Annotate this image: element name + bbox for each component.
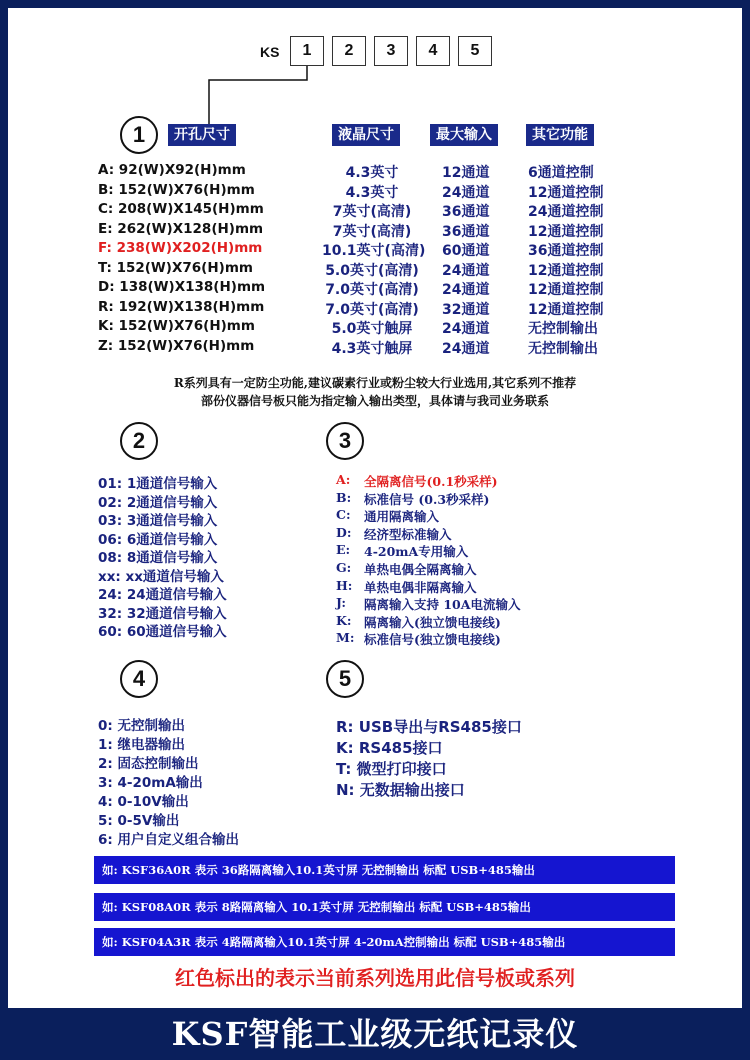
example-2: 如: KSF08A0R 表示 8路隔离输入 10.1英寸屏 无控制输出 标配 USB+485输出 [94,893,675,921]
max-input-cell: 32通道 [442,301,490,318]
signal-type-key: E: [336,542,351,558]
section-1-number: 1 [120,116,158,154]
max-input-cell: 12通道 [442,165,490,181]
section-3-number: 3 [326,422,364,460]
max-input-cell: 36通道 [442,223,490,240]
cutout-size-cell: K: 152(W)X76(H)mm [98,318,255,334]
input-channel-item: 03: 3通道信号输入 [98,513,218,529]
cutout-size-cell: C: 208(W)X145(H)mm [98,201,264,217]
max-input-cell: 24通道 [442,184,490,201]
lcd-size-cell: 4.3英寸 [345,165,399,181]
lcd-size-cell: 7英寸(高清) [332,223,412,240]
input-channel-item: 01: 1通道信号输入 [98,476,218,492]
max-input-cell: 24通道 [442,340,490,357]
note-line-1: R系列具有一定防尘功能,建议碳素行业或粉尘较大行业选用,其它系列不推荐 [173,376,577,390]
control-output-item: 4: 0-10V输出 [98,794,189,810]
data-interface-item: N: 无数据输出接口 [336,781,465,799]
max-input-cell: 24通道 [442,262,490,279]
max-input-cell: 60通道 [442,243,490,259]
header-max-input: 最大输入 [430,124,498,146]
cutout-size-cell: B: 152(W)X76(H)mm [98,181,255,198]
signal-type-text: 标准信号(独立馈电接线) [364,632,501,648]
cutout-size-cell: R: 192(W)X138(H)mm [98,298,265,315]
input-channel-item: xx: xx通道信号输入 [98,568,224,585]
signal-type-key: J: [336,595,347,611]
other-function-cell: 24通道控制 [528,204,604,220]
cutout-size-cell: A: 92(W)X92(H)mm [98,162,246,178]
cutout-size-cell: D: 138(W)X138(H)mm [98,279,266,295]
other-function-cell: 12通道控制 [528,262,604,279]
input-channel-item: 32: 32通道信号输入 [98,605,227,622]
note-line-2: 部份仪器信号板只能为指定输入输出类型，具体请与我司业务联系 [200,394,549,408]
control-output-item: 5: 0-5V输出 [98,813,180,829]
red-highlight-note: 红色标出的表示当前系列选用此信号板或系列 [175,966,575,990]
control-output-item: 6: 用户自定义组合输出 [98,832,239,848]
spec-panel [8,8,742,1008]
code-prefix: KS [260,44,280,60]
header-lcd-size: 液晶尺寸 [332,124,400,146]
lcd-size-cell: 5.0英寸(高清) [325,262,419,279]
section-4-number: 4 [120,660,158,698]
code-box-1: 1 [290,36,324,66]
section-5-number: 5 [326,660,364,698]
other-function-cell: 36通道控制 [528,243,604,259]
signal-type-key: C: [336,507,351,523]
other-function-cell: 无控制输出 [528,321,598,337]
lcd-size-cell: 7.0英寸(高清) [325,301,419,318]
control-output-item: 2: 固态控制输出 [98,756,199,772]
other-function-cell: 12通道控制 [528,301,604,318]
signal-type-text: 全隔离信号(0.1秒采样) [364,474,498,489]
example-3: 如: KSF04A3R 表示 4路隔离输入10.1英寸屏 4-20mA控制输出 标配 USB+485输出 [94,928,675,956]
lcd-size-cell: 10.1英寸(高清) [322,243,426,259]
other-function-cell: 无控制输出 [528,340,598,357]
signal-type-key: D: [336,524,352,540]
max-input-cell: 36通道 [442,204,490,220]
cutout-size-cell: F: 238(W)X202(H)mm [98,240,263,256]
signal-type-text: 经济型标准输入 [364,526,452,542]
lcd-size-cell: 4.3英寸触屏 [331,340,413,357]
signal-type-text: 单热电偶全隔离输入 [364,562,477,577]
header-cutout-size: 开孔尺寸 [168,124,236,146]
signal-type-text: 单热电偶非隔离输入 [364,579,477,595]
signal-type-text: 隔离输入(独立馈电接线) [364,614,501,630]
signal-type-key: B: [336,489,352,505]
lcd-size-cell: 5.0英寸触屏 [331,321,413,337]
code-box-5: 5 [458,36,492,66]
input-channel-item: 02: 2通道信号输入 [98,494,218,511]
other-function-cell: 12通道控制 [528,184,604,201]
other-function-cell: 12通道控制 [528,282,604,298]
max-input-cell: 24通道 [442,321,490,337]
lcd-size-cell: 7.0英寸(高清) [325,282,419,298]
code-box-2: 2 [332,36,366,66]
input-channel-item: 06: 6通道信号输入 [98,531,218,548]
code-box-4: 4 [416,36,450,66]
data-interface-item: R: USB导出与RS485接口 [336,718,522,736]
control-output-item: 1: 继电器输出 [98,737,185,753]
data-interface-item: T: 微型打印接口 [336,760,447,778]
signal-type-key: H: [336,577,353,593]
input-channel-item: 60: 60通道信号输入 [98,624,227,640]
footer-title: KSF智能工业级无纸记录仪 [171,1015,579,1053]
code-box-3: 3 [374,36,408,66]
signal-type-key: K: [336,612,352,628]
section-2-number: 2 [120,422,158,460]
data-interface-item: K: RS485接口 [336,739,443,757]
signal-type-text: 标准信号 (0.3秒采样) [364,491,490,507]
signal-type-key: G: [336,560,352,575]
lcd-size-cell: 7英寸(高清) [332,204,412,220]
signal-type-text: 隔离输入支持 10A电流输入 [364,597,521,613]
header-other-functions: 其它功能 [526,124,594,146]
cutout-size-cell: Z: 152(W)X76(H)mm [98,337,255,354]
control-output-item: 0: 无控制输出 [98,718,185,734]
cutout-size-cell: E: 262(W)X128(H)mm [98,220,264,237]
signal-type-text: 通用隔离输入 [364,509,440,525]
control-output-item: 3: 4-20mA输出 [98,775,203,791]
example-1: 如: KSF36A0R 表示 36路隔离输入10.1英寸屏 无控制输出 标配 USB+485输出 [94,856,675,884]
max-input-cell: 24通道 [442,282,490,298]
other-function-cell: 12通道控制 [528,223,604,240]
cutout-size-cell: T: 152(W)X76(H)mm [98,259,253,276]
input-channel-item: 08: 8通道信号输入 [98,550,218,566]
other-function-cell: 6通道控制 [528,165,594,181]
signal-type-key: M: [336,630,355,646]
lcd-size-cell: 4.3英寸 [345,184,399,201]
input-channel-item: 24: 24通道信号输入 [98,587,227,603]
signal-type-text: 4-20mA专用输入 [364,544,469,560]
signal-type-key: A: [336,472,351,487]
